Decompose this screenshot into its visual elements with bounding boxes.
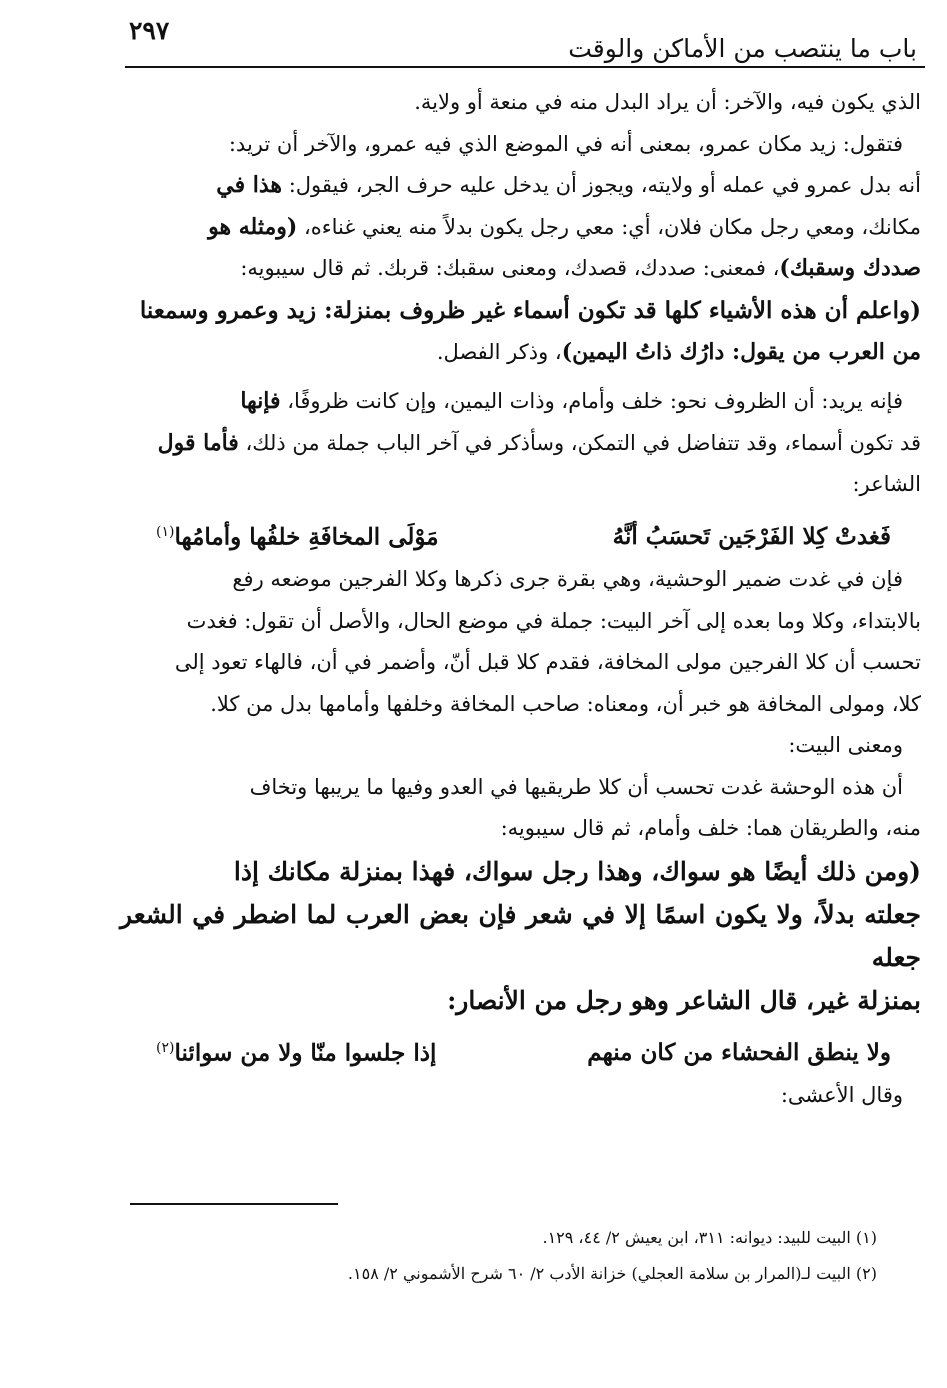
footnote-marker: (٢): [156, 1039, 175, 1056]
verse-second-half: مَوْلَى المخافَةِ خلفُها وأمامُها$^{(١)}$: [156, 523, 439, 551]
footnote-marker: (١): [156, 523, 175, 540]
text-line: [120, 207, 921, 249]
text-line: تحسب أن كلا الفرجين مولى المخافة، فقدم كلا قبل أنّ، وأضمر في أن، فالهاء تعود إلى: [174, 650, 921, 675]
page-number: ٢٩٧: [129, 16, 170, 45]
text-line: بالابتداء، وكلا وما بعده إلى آخر البيت: جملة في موضع الحال، والأصل أن تقول: فغدت: [186, 608, 921, 633]
running-title: باب ما ينتصب من الأماكن والوقت: [568, 34, 917, 63]
text-line: الذي يكون فيه، والآخر: أن يراد البدل منه في منعة أو ولاية.: [414, 90, 921, 114]
text-span: أنه بدل عمرو في عمله أو ولايته، ويجوز أن يدخل عليه حرف الجر، فيقول:: [288, 173, 921, 197]
sibawayh-quote-line: (واعلم أن هذه الأشياء كلها قد تكون أسماء غير ظروف بمنزلة: زيد وعمرو وسمعنا: [139, 296, 921, 324]
verse-second-half: إذا جلسوا منّا ولا من سوائنا$^{(٢)}$: [156, 1039, 437, 1067]
text-line: [120, 332, 921, 374]
text-line: كلا، ومولى المخافة هو خبر أن، ومعناه: صاحب المخافة وخلفها وأمامها بدل من كلا.: [210, 691, 921, 716]
text-line: منه، والطريقان هما: خلف وأمام، ثم قال سيبويه:: [500, 816, 921, 841]
sibawayh-quote-line: (ومن ذلك أيضًا هو سواك، وهذا رجل سواك، فهذا بمنزلة مكانك إذا: [233, 856, 921, 886]
text-line: [120, 165, 921, 207]
text-line: فإن في غدت ضمير الوحشية، وهي بقرة جرى ذكرها وكلا الفرجين موضعه رفع: [232, 567, 903, 592]
text-span: ، فمعنى: صددك، قصدك، ومعنى سقبك: قربك. ثم قال سيبويه:: [240, 256, 780, 280]
footnote-separator: [130, 1203, 338, 1205]
text-line: الشاعر:: [852, 472, 921, 496]
bold-span: فإنها: [240, 388, 281, 414]
page-header: [125, 14, 925, 68]
sibawayh-quote-line: بمنزلة غير، قال الشاعر وهو رجل من الأنصار:: [447, 985, 921, 1015]
text-line: وقال الأعشى:: [780, 1083, 903, 1108]
verse-line: [120, 506, 921, 560]
text-line: [120, 423, 921, 465]
text-line: أن هذه الوحشة غدت تحسب أن كلا طريقيها في العدو وفيها ما يريبها وتخاف: [249, 774, 903, 799]
text-span: مكانك، ومعي رجل مكان فلان، أي: معي رجل يكون بدلاً منه يعني غناءه،: [304, 214, 921, 239]
sibawayh-quote-line: جعلته بدلاً، ولا يكون اسمًا إلا في شعر فإن بعض العرب لما اضطر في الشعر جعله: [120, 899, 921, 972]
text-line: ومعنى البيت:: [788, 733, 903, 758]
verse-first-half: فَغدتْ كِلا الفَرْجَين تَحسَبُ أنَّهُ: [612, 523, 891, 551]
bold-span: فأما قول: [157, 429, 239, 456]
text-line: فتقول: زيد مكان عمرو، بمعنى أنه في الموضع الذي فيه عمرو، والآخر أن تريد:: [228, 131, 903, 156]
footnote: (١) البيت للبيد: ديوانه: ٣١١، ابن يعيش ٢/ ٤٤، ١٢٩.: [542, 1228, 877, 1247]
bold-span: من العرب من يقول: دارُك ذاتُ اليمين): [561, 338, 921, 365]
text-line: [120, 381, 921, 423]
bold-span: (ومثله هو: [208, 213, 298, 240]
bold-span: صددك وسقبك): [779, 255, 921, 281]
footnote: (٢) البيت لـ(المرار بن سلامة العجلي) خزانة الأدب ٢/ ٦٠ شرح الأشموني ٢/ ١٥٨.: [347, 1264, 877, 1283]
text-line: [120, 248, 921, 290]
verse-line: [120, 1022, 921, 1076]
text-span: فإنه يريد: أن الظروف نحو: خلف وأمام، وذات اليمين، وإن كانت ظروفًا،: [287, 389, 903, 413]
text-span: ، وذكر الفصل.: [436, 339, 562, 364]
footnotes: [120, 1220, 877, 1292]
bold-span: هذا في: [216, 172, 283, 198]
text-span: قد تكون أسماء، وقد تتفاضل في التمكن، وسأذكر في آخر الباب جملة من ذلك،: [245, 430, 921, 455]
main-text: [120, 82, 921, 1117]
verse-first-half: ولا ينطق الفحشاء من كان منهم: [587, 1039, 891, 1067]
